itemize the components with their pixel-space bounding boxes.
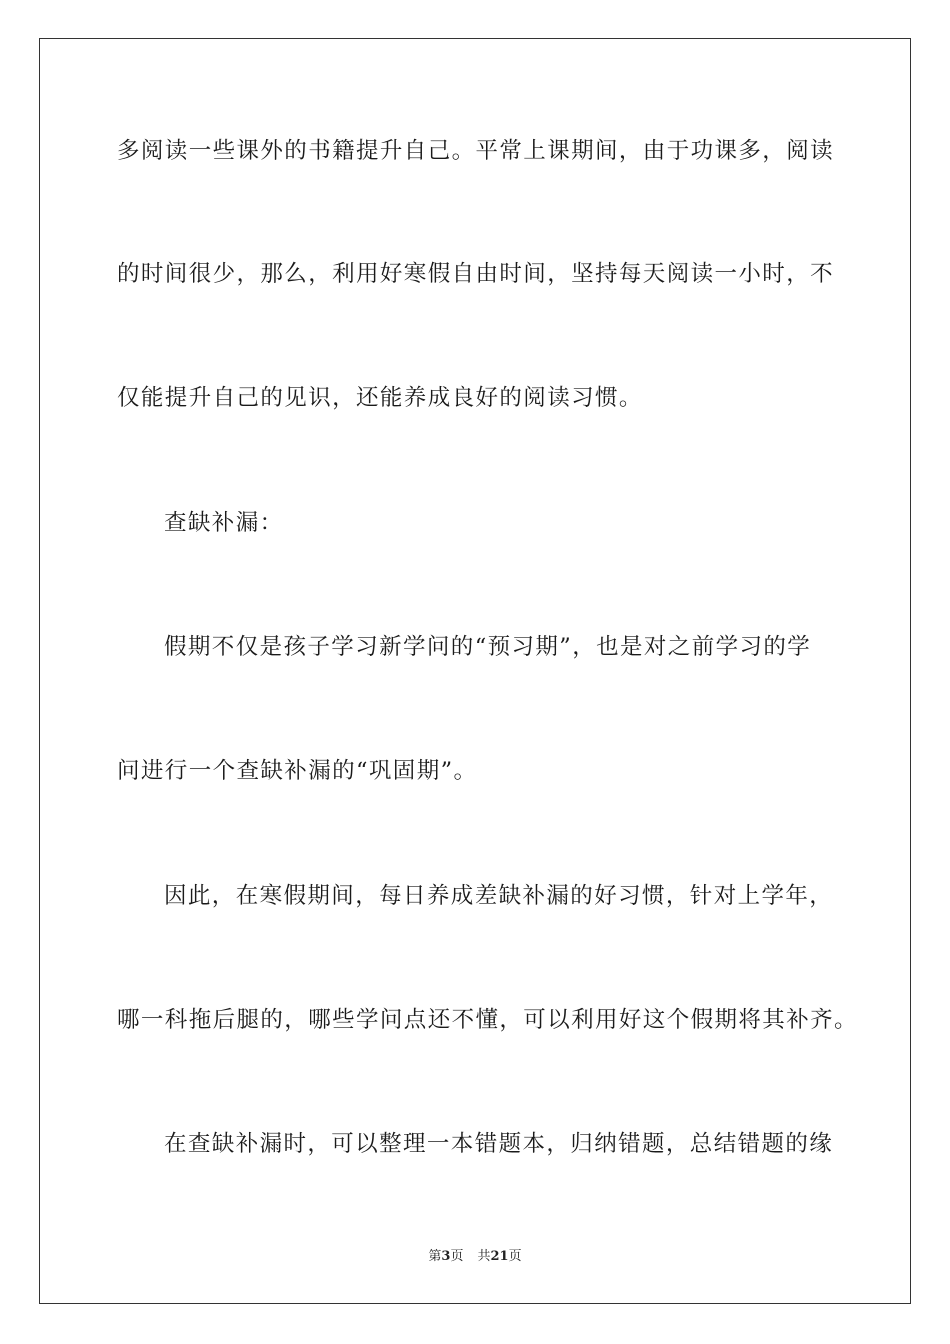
body-line-7: 因此，在寒假期间，每日养成差缺补漏的好习惯，针对上学年， xyxy=(164,883,834,909)
body-line-5: 假期不仅是孩子学习新学问的“预习期”，也是对之前学习的学 xyxy=(164,634,812,660)
page-border xyxy=(39,38,911,1304)
body-line-6: 问进行一个查缺补漏的“巩固期”。 xyxy=(117,758,478,784)
total-pages: 21 xyxy=(490,1249,509,1264)
total-prefix: 共 xyxy=(477,1249,491,1264)
page-prefix: 第 xyxy=(428,1249,442,1264)
page-number: 3 xyxy=(441,1249,451,1264)
body-line-3: 仅能提升自己的见识，还能养成良好的阅读习惯。 xyxy=(117,385,643,411)
section-heading: 查缺补漏： xyxy=(164,510,284,536)
body-line-9: 在查缺补漏时，可以整理一本错题本，归纳错题，总结错题的缘 xyxy=(164,1131,834,1157)
page-footer xyxy=(0,1248,950,1266)
total-suffix: 页 xyxy=(508,1249,522,1264)
page-suffix: 页 xyxy=(450,1249,464,1264)
body-line-8: 哪一科拖后腿的，哪些学问点还不懂，可以利用好这个假期将其补齐。 xyxy=(117,1007,858,1033)
body-line-2: 的时间很少，那么，利用好寒假自由时间，坚持每天阅读一小时，不 xyxy=(117,261,835,287)
body-line-1: 多阅读一些课外的书籍提升自己。平常上课期间，由于功课多，阅读 xyxy=(117,138,835,164)
